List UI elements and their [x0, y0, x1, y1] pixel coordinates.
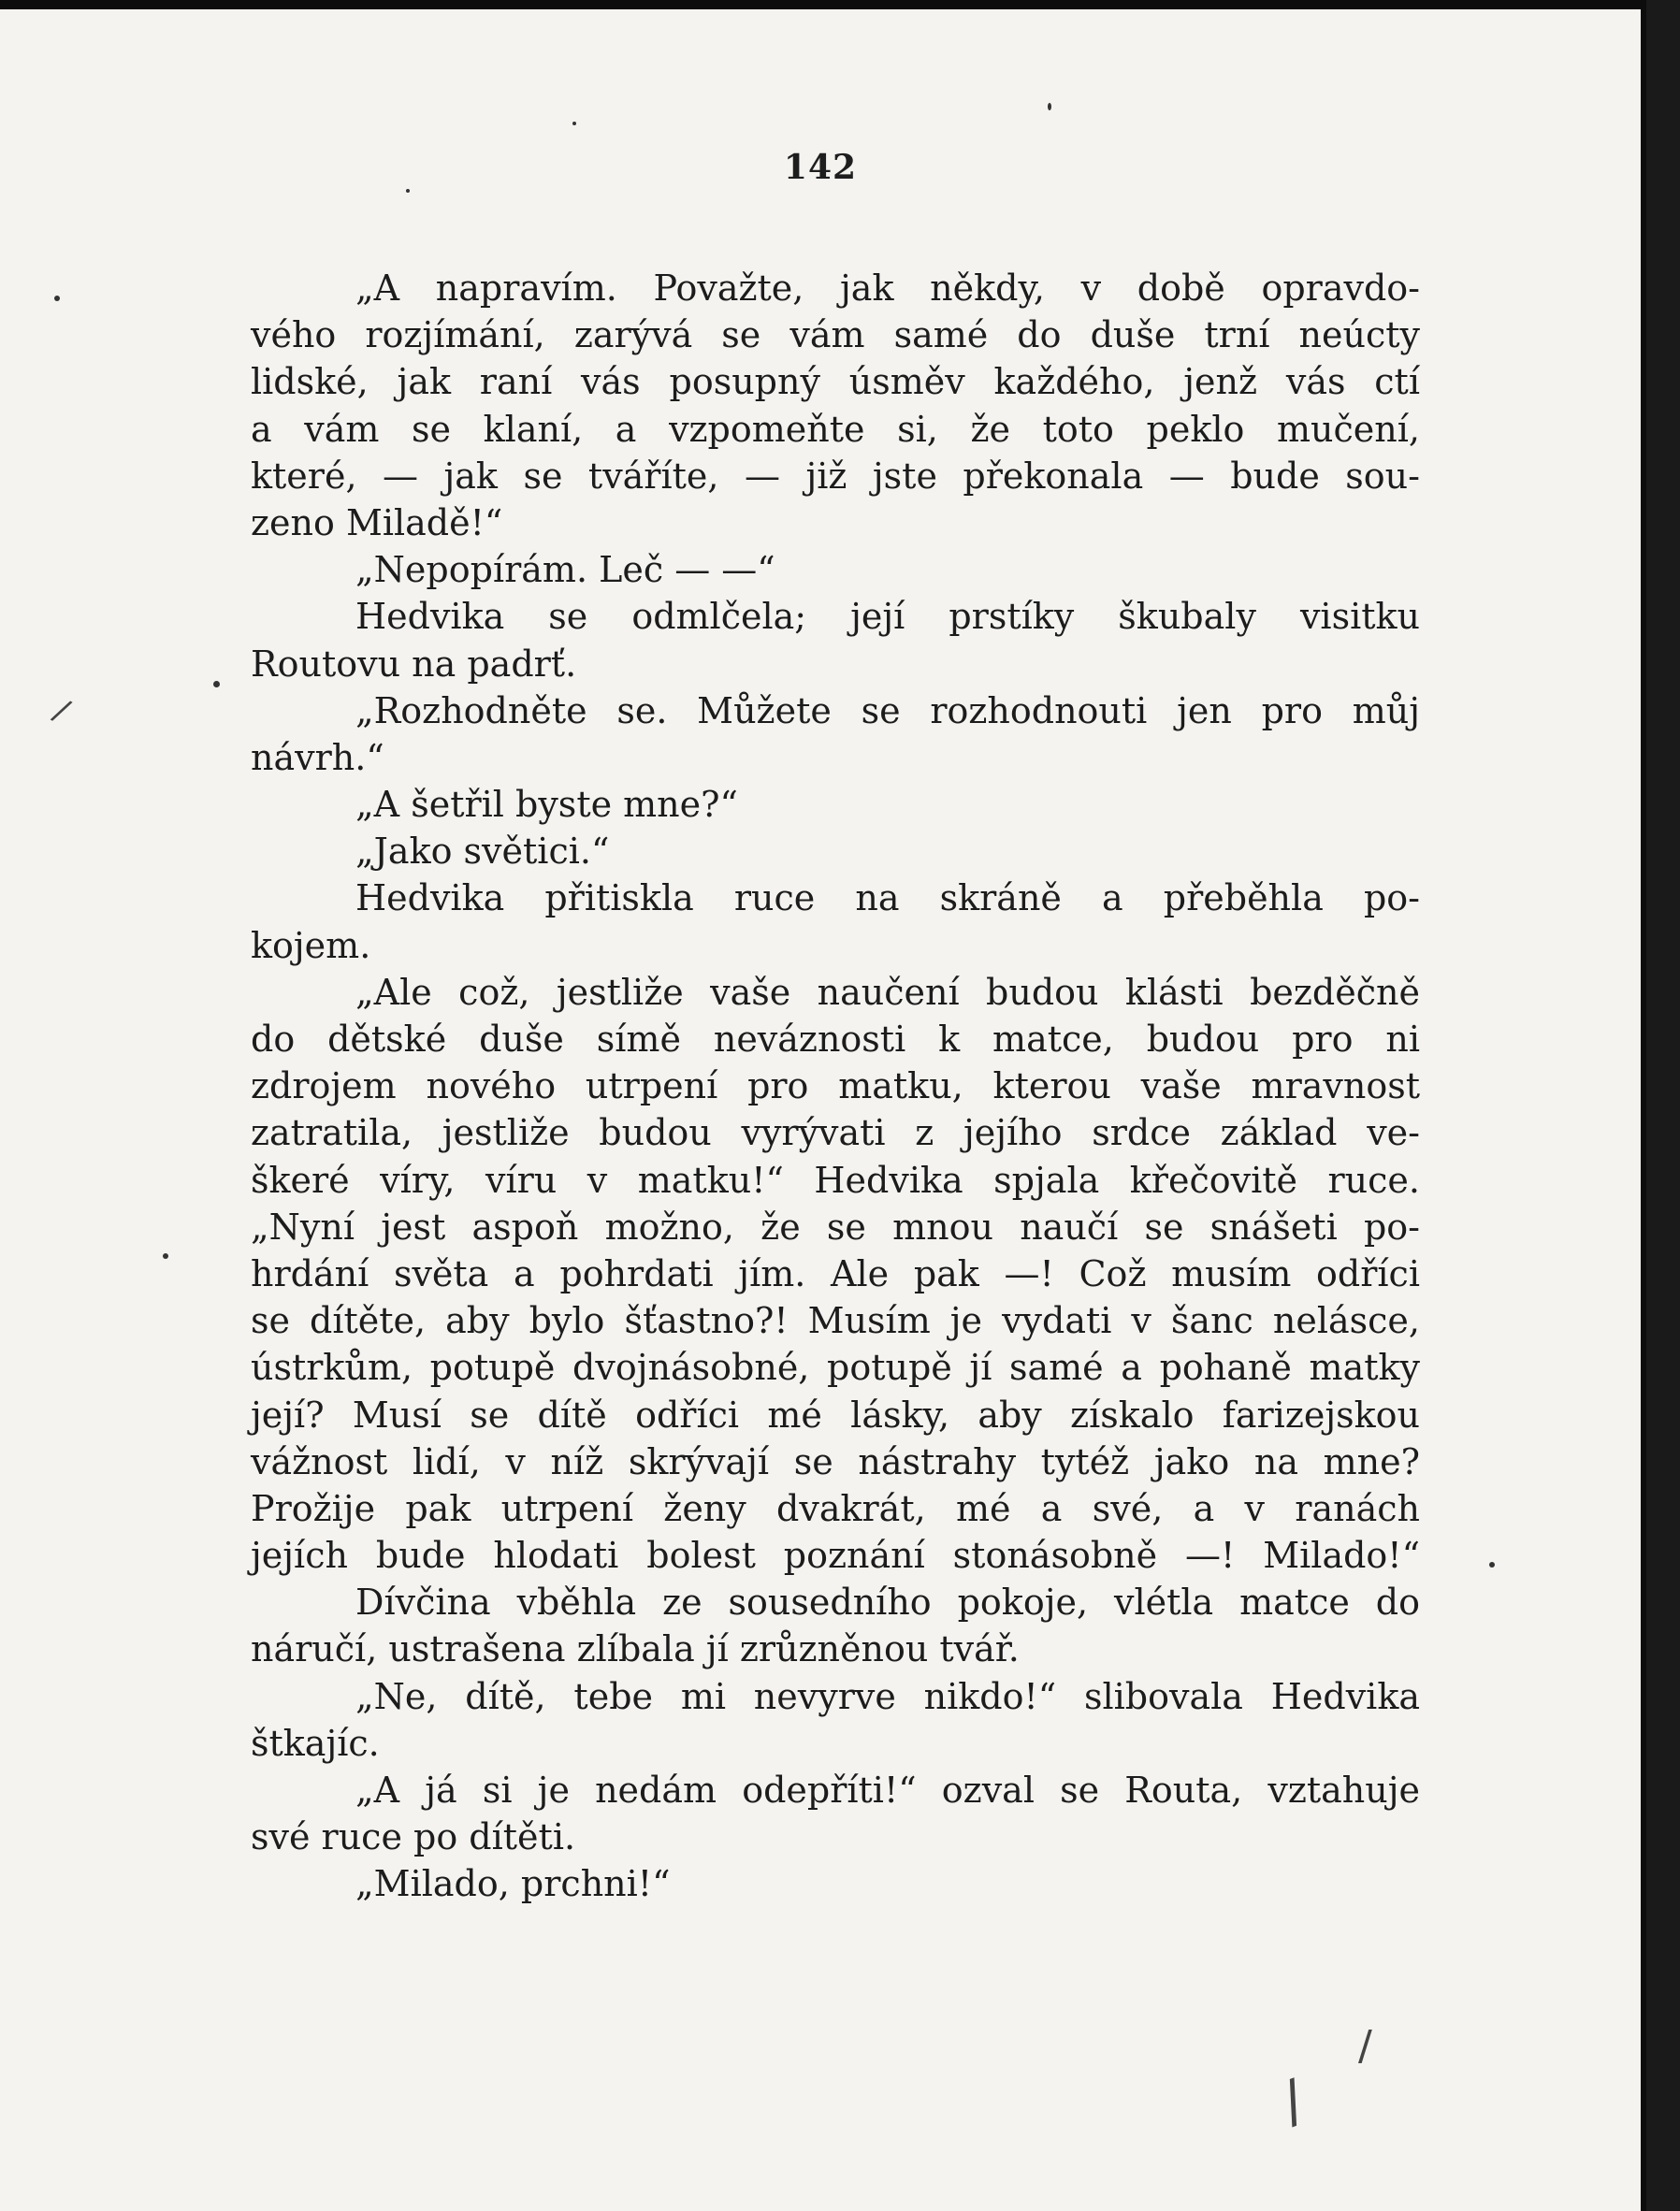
speck — [572, 122, 576, 125]
text-line: Hedvika se odmlčela; její prstíky škubaly visitku — [355, 596, 1420, 638]
text-line: se dítěte, aby bylo šťastno?! Musím je vydati v šanc nelásce, — [251, 1300, 1420, 1342]
text-line: hrdání světa a pohrdati jím. Ale pak —! Což musím odříci — [251, 1252, 1420, 1294]
text-line: Routovu na padrť. — [251, 643, 577, 685]
text-line: lidské, jak raní vás posupný úsměv každého, jenž vás ctí — [251, 361, 1420, 403]
text-line: náručí, ustrašena zlíbala jí zrůzněnou tvář. — [251, 1628, 1020, 1670]
pencil-mark: / — [47, 691, 76, 730]
text-line: ústrkům, potupě dvojnásobné, potupě jí samé a pohaně matky — [251, 1347, 1420, 1389]
text-line: „Rozhodněte se. Můžete se rozhodnouti jen pro můj — [355, 689, 1420, 731]
text-line: Dívčina vběhla ze sousedního pokoje, vlétla matce do — [355, 1582, 1420, 1624]
text-line: „A já si je nedám odepříti!“ ozval se Routa, vztahuje — [355, 1770, 1420, 1811]
pencil-mark: / — [1358, 2022, 1372, 2070]
pencil-mark: / — [1272, 2067, 1313, 2136]
speck — [213, 681, 220, 687]
text-line: škeré víry, víru v matku!“ Hedvika spjala křečovitě ruce. — [251, 1159, 1420, 1201]
text-line: „Nepopírám. Leč — —“ — [355, 549, 775, 591]
text-line: vážnost lidí, v níž skrývají se nástrahy tytéž jako na mne? — [251, 1440, 1420, 1482]
text-line: zdrojem nového utrpení pro matku, kterou vaše mravnost — [251, 1065, 1420, 1107]
text-line: „Jako světici.“ — [355, 831, 610, 873]
speck — [54, 296, 60, 301]
page-number: 142 — [783, 148, 858, 187]
text-line: „A napravím. Považte, jak někdy, v době opravdo- — [355, 267, 1420, 309]
text-line: Prožije pak utrpení ženy dvakrát, mé a své, a v ranách — [251, 1487, 1420, 1529]
text-line: štkajíc. — [251, 1722, 380, 1764]
text-line: kojem. — [251, 924, 371, 966]
text-line: „Ne, dítě, tebe mi nevyrve nikdo!“ slibovala Hedvika — [355, 1675, 1420, 1717]
text-line: Hedvika přitiskla ruce na skráně a přeběhla po- — [355, 877, 1420, 919]
body-text — [251, 265, 1420, 1908]
text-line: její? Musí se dítě odříci mé lásky, aby získalo farizejskou — [251, 1394, 1420, 1436]
text-line: „Ale což, jestliže vaše naučení budou klásti bezděčně — [355, 971, 1420, 1013]
text-line: vého rozjímání, zarývá se vám samé do duše trní neúcty — [251, 314, 1420, 356]
text-line: do dětské duše símě neváznosti k matce, budou pro ni — [251, 1019, 1420, 1060]
text-line: a vám se klaní, a vzpomeňte si, že toto peklo mučení, — [251, 408, 1420, 450]
speck — [1489, 1562, 1495, 1568]
speck — [1048, 103, 1051, 110]
speck — [163, 1253, 168, 1259]
text-line: návrh.“ — [251, 736, 384, 778]
speck — [406, 189, 410, 193]
text-line: zeno Miladě!“ — [251, 501, 503, 543]
text-line: jejích bude hlodati bolest poznání stonásobně —! Milado!“ — [251, 1535, 1420, 1577]
text-line: zatratila, jestliže budou vyrývati z jejího srdce základ ve- — [251, 1112, 1420, 1154]
text-line: „A šetřil byste mne?“ — [355, 784, 738, 826]
text-line: které, — jak se tváříte, — již jste překonala — bude sou- — [251, 455, 1420, 497]
text-line: své ruce po dítěti. — [251, 1816, 576, 1858]
text-line: „Milado, prchni!“ — [355, 1863, 671, 1905]
text-line: „Nyní jest aspoň možno, že se mnou naučí se snášeti po- — [251, 1206, 1420, 1248]
